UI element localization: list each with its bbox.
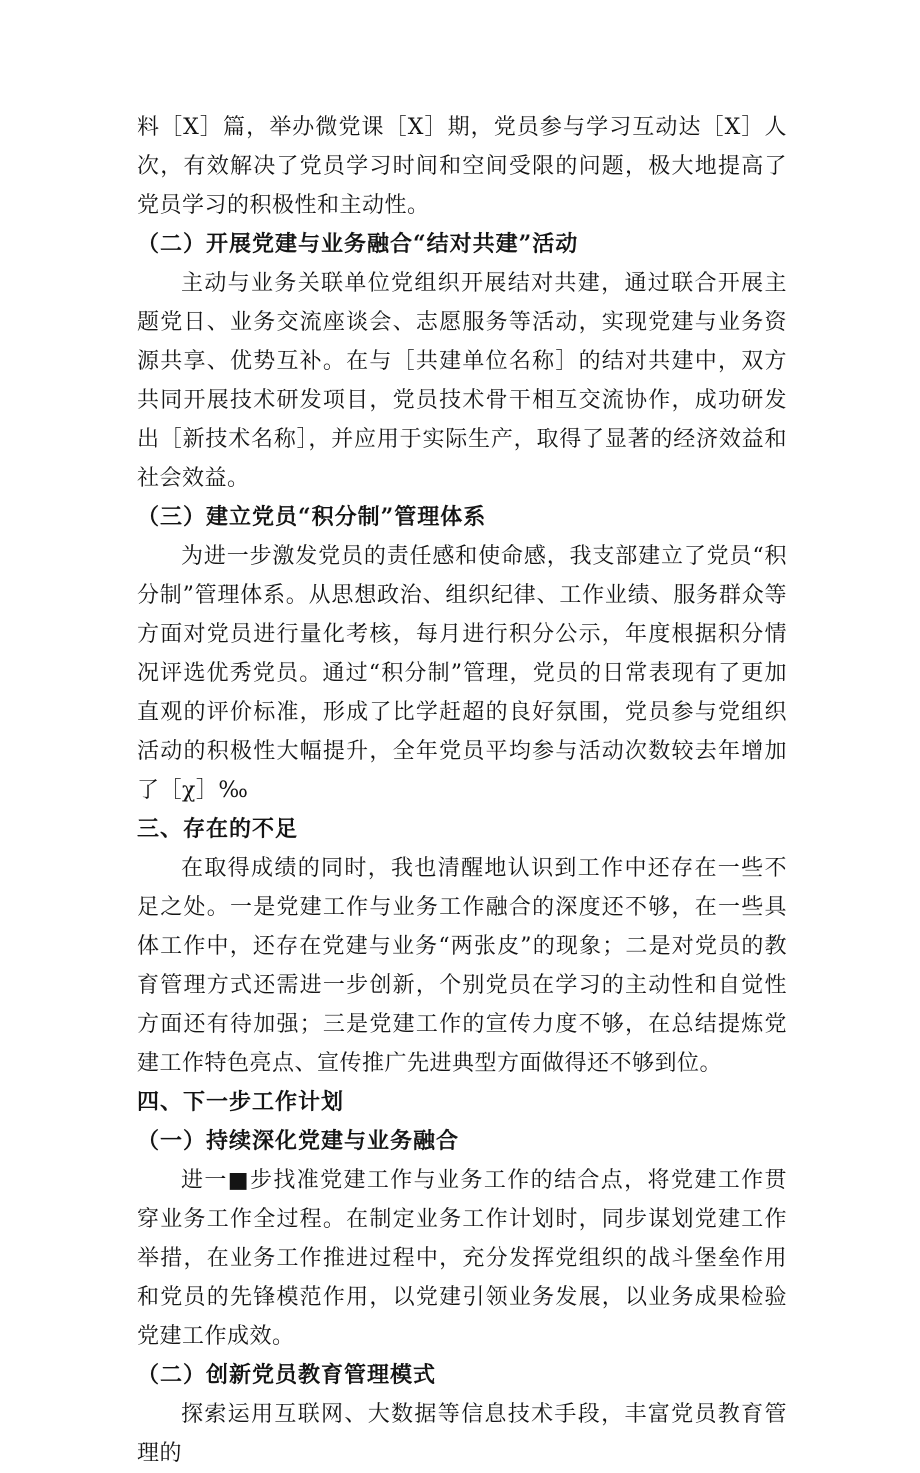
paragraph-deepen-integration: 进一■步找准党建工作与业务工作的结合点，将党建工作贯穿业务工作全过程。在制定业务工作计划时，同步谋划党建工作举措，在业务工作推进过程中，充分发挥党组织的战斗堡垒作用和党员的先锋模范作用，以党建引领业务发展，以业务成果检验党建工作成效。 <box>137 1168 787 1349</box>
section-subheading-innovate-education: （二）创新党员教育管理模式 <box>137 1362 437 1388</box>
section-heading-shortcomings: 三、存在的不足 <box>137 816 299 842</box>
section-subheading-pairing: （二）开展党建与业务融合“结对共建”活动 <box>137 231 579 257</box>
paragraph-continuation: 料［X］篇，举办微党课［X］期，党员参与学习互动达［X］人次，有效解决了党员学习时间和空间受限的问题，极大地提高了党员学习的积极性和主动性。 <box>137 115 787 218</box>
paragraph-shortcomings: 在取得成绩的同时，我也清醒地认识到工作中还存在一些不足之处。一是党建工作与业务工作融合的深度还不够，在一些具体工作中，还存在党建与业务“两张皮”的现象；二是对党员的教育管理方式还需进一步创新，个别党员在学习的主动性和自觉性方面还有待加强；三是党建工作的宣传力度不够，在总结提炼党建工作特色亮点、宣传推广先进典型方面做得还不够到位。 <box>137 856 787 1076</box>
section-heading-next-plan: 四、下一步工作计划 <box>137 1089 345 1115</box>
section-subheading-points-system: （三）建立党员“积分制”管理体系 <box>137 504 487 530</box>
paragraph-pairing: 主动与业务关联单位党组织开展结对共建，通过联合开展主题党日、业务交流座谈会、志愿服务等活动，实现党建与业务资源共享、优势互补。在与［共建单位名称］的结对共建中，双方共同开展技术研发项目，党员技术骨干相互交流协作，成功研发出［新技术名称］，并应用于实际生产，取得了显著的经济效益和社会效益。 <box>137 271 787 491</box>
paragraph-points-system: 为进一步激发党员的责任感和使命感，我支部建立了党员“积分制”管理体系。从思想政治、组织纪律、工作业绩、服务群众等方面对党员进行量化考核，每月进行积分公示，年度根据积分情况评选优秀党员。通过“积分制”管理，党员的日常表现有了更加直观的评价标准，形成了比学赶超的良好氛围，党员参与党组织活动的积极性大幅提升，全年党员平均参与活动次数较去年增加了［χ］‰ <box>137 544 787 803</box>
section-subheading-deepen-integration: （一）持续深化党建与业务融合 <box>137 1128 460 1154</box>
document-body <box>137 108 787 1473</box>
paragraph-innovate-education: 探索运用互联网、大数据等信息技术手段，丰富党员教育管理的 <box>137 1402 787 1466</box>
